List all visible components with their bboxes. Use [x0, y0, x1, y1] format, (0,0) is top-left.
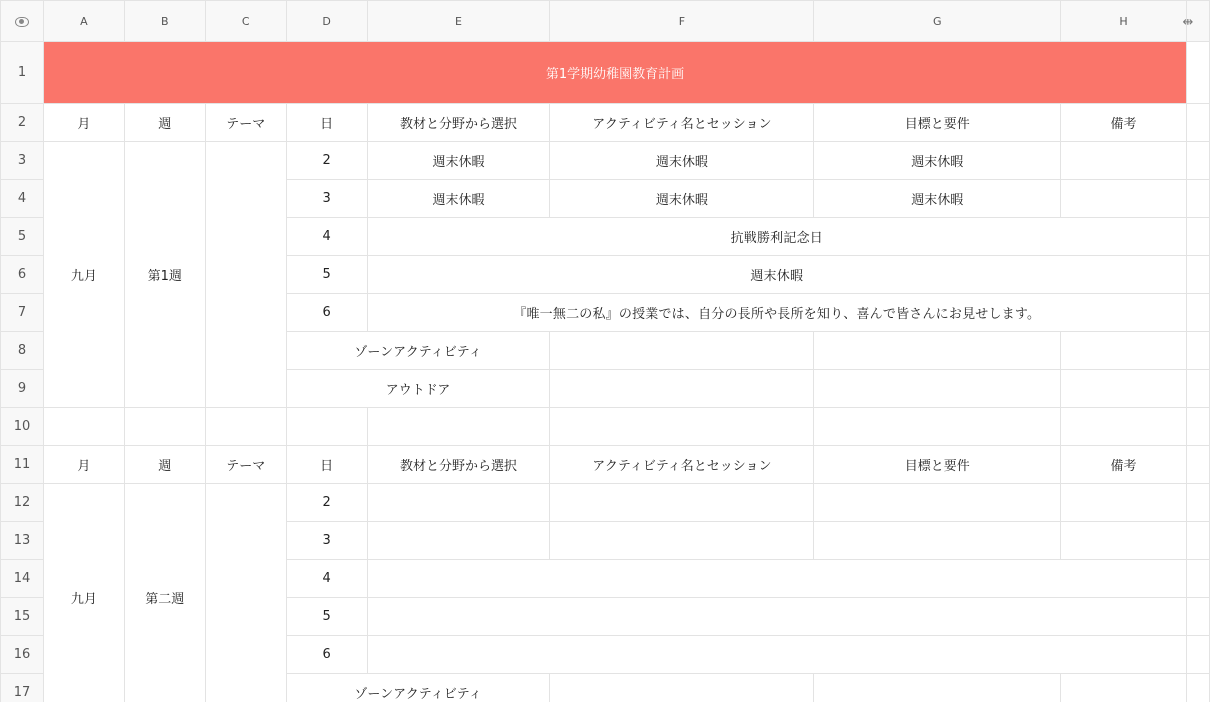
zone-activity-cell[interactable]: ゾーンアクティビティ [286, 332, 550, 370]
column-header-c[interactable]: C [205, 1, 286, 42]
corner-cell[interactable] [1, 1, 44, 42]
column-header-g[interactable]: G [814, 1, 1061, 42]
header-month[interactable]: 月 [43, 446, 124, 484]
row-header[interactable]: 11 [1, 446, 44, 484]
cell[interactable] [1186, 294, 1209, 332]
header-notes[interactable]: 備考 [1061, 446, 1187, 484]
cell[interactable] [205, 408, 286, 446]
cell[interactable]: 週末休暇 [814, 142, 1061, 180]
cell[interactable] [286, 408, 367, 446]
row-header[interactable]: 3 [1, 142, 44, 180]
merged-note-cell[interactable] [367, 560, 1186, 598]
cell[interactable] [1186, 218, 1209, 256]
row-header[interactable]: 10 [1, 408, 44, 446]
header-notes[interactable]: 備考 [1061, 104, 1187, 142]
cell[interactable] [550, 674, 814, 702]
row-header[interactable]: 7 [1, 294, 44, 332]
merged-note-cell[interactable] [367, 636, 1186, 674]
cell[interactable] [1186, 370, 1209, 408]
cell[interactable] [814, 522, 1061, 560]
day-cell[interactable]: 5 [286, 598, 367, 636]
cell[interactable] [1061, 522, 1187, 560]
merged-note-cell[interactable]: 週末休暇 [367, 256, 1186, 294]
row-header[interactable]: 12 [1, 484, 44, 522]
day-cell[interactable]: 5 [286, 256, 367, 294]
header-activity[interactable]: アクティビティ名とセッション [550, 446, 814, 484]
eye-icon[interactable] [15, 17, 29, 27]
cell[interactable]: 週末休暇 [550, 180, 814, 218]
row-header[interactable]: 1 [1, 42, 44, 104]
cell[interactable] [1186, 598, 1209, 636]
week1-month-cell[interactable]: 九月 [43, 142, 124, 408]
cell[interactable]: 週末休暇 [367, 180, 550, 218]
cell[interactable] [1186, 674, 1209, 702]
column-header-e[interactable]: E [367, 1, 550, 42]
day-cell[interactable]: 4 [286, 560, 367, 598]
cell[interactable] [1186, 408, 1209, 446]
week2-week-cell[interactable]: 第二週 [124, 484, 205, 702]
week2-theme-cell[interactable] [205, 484, 286, 702]
cell[interactable] [814, 370, 1061, 408]
header-activity[interactable]: アクティビティ名とセッション [550, 104, 814, 142]
cell[interactable] [1186, 142, 1209, 180]
cell[interactable] [550, 408, 814, 446]
table-row [1, 104, 1210, 142]
header-theme[interactable]: テーマ [205, 104, 286, 142]
cell[interactable] [1061, 180, 1187, 218]
week1-week-cell[interactable]: 第1週 [124, 142, 205, 408]
row-header[interactable]: 14 [1, 560, 44, 598]
day-cell[interactable]: 4 [286, 218, 367, 256]
outdoor-cell[interactable]: アウトドア [286, 370, 550, 408]
table-row [1, 484, 1210, 522]
day-cell[interactable]: 6 [286, 294, 367, 332]
merged-note-cell[interactable]: 抗戦勝利記念日 [367, 218, 1186, 256]
row-header[interactable]: 6 [1, 256, 44, 294]
row-header[interactable]: 9 [1, 370, 44, 408]
header-day[interactable]: 日 [286, 446, 367, 484]
column-header-b[interactable]: B [124, 1, 205, 42]
cell[interactable] [1061, 332, 1187, 370]
day-cell[interactable]: 2 [286, 142, 367, 180]
cell[interactable] [814, 332, 1061, 370]
cell[interactable] [550, 370, 814, 408]
header-week[interactable]: 週 [124, 104, 205, 142]
cell[interactable] [43, 408, 124, 446]
cell[interactable] [814, 484, 1061, 522]
header-theme[interactable]: テーマ [205, 446, 286, 484]
zone-activity-cell[interactable]: ゾーンアクティビティ [286, 674, 550, 702]
cell[interactable] [1186, 446, 1209, 484]
merged-note-cell[interactable] [367, 598, 1186, 636]
sheet-title-cell[interactable]: 第1学期幼稚園教育計画 [43, 42, 1186, 104]
day-cell[interactable]: 3 [286, 522, 367, 560]
cell[interactable] [1061, 408, 1187, 446]
table-row [1, 42, 1210, 104]
cell[interactable] [367, 522, 550, 560]
header-materials[interactable]: 教材と分野から選択 [367, 446, 550, 484]
row-header[interactable]: 4 [1, 180, 44, 218]
column-header-d[interactable]: D [286, 1, 367, 42]
cell[interactable] [1186, 484, 1209, 522]
cell[interactable]: 週末休暇 [814, 180, 1061, 218]
column-header-h[interactable]: H [1061, 1, 1187, 42]
cell[interactable]: 週末休暇 [550, 142, 814, 180]
day-cell[interactable]: 3 [286, 180, 367, 218]
cell[interactable] [124, 408, 205, 446]
table-row [1, 446, 1210, 484]
column-header-row [1, 1, 1210, 42]
row-header[interactable]: 5 [1, 218, 44, 256]
row-header[interactable]: 13 [1, 522, 44, 560]
cell[interactable] [1186, 636, 1209, 674]
header-goals[interactable]: 目標と要件 [814, 446, 1061, 484]
cell[interactable] [814, 674, 1061, 702]
header-materials[interactable]: 教材と分野から選択 [367, 104, 550, 142]
cell[interactable] [1186, 560, 1209, 598]
row-header[interactable]: 8 [1, 332, 44, 370]
cell[interactable] [367, 484, 550, 522]
cell[interactable] [1186, 332, 1209, 370]
column-header-f[interactable]: F [550, 1, 814, 42]
week2-month-cell[interactable]: 九月 [43, 484, 124, 702]
cell[interactable] [814, 408, 1061, 446]
header-week[interactable]: 週 [124, 446, 205, 484]
row-header[interactable]: 15 [1, 598, 44, 636]
column-header-a[interactable]: A [43, 1, 124, 42]
table-row [1, 408, 1210, 446]
cell[interactable] [550, 522, 814, 560]
cell[interactable] [1186, 104, 1209, 142]
header-goals[interactable]: 目標と要件 [814, 104, 1061, 142]
day-cell[interactable]: 6 [286, 636, 367, 674]
cell[interactable] [550, 484, 814, 522]
header-month[interactable]: 月 [43, 104, 124, 142]
cell[interactable] [367, 408, 550, 446]
cell[interactable] [1186, 522, 1209, 560]
row-header[interactable]: 17 [1, 674, 44, 702]
cell[interactable] [1061, 674, 1187, 702]
cell[interactable] [1061, 142, 1187, 180]
merged-note-cell[interactable]: 『唯一無二の私』の授業では、自分の長所や長所を知り、喜んで皆さんにお見せします。 [367, 294, 1186, 332]
collapse-columns-icon[interactable]: ⇹ [1182, 15, 1194, 30]
row-header[interactable]: 2 [1, 104, 44, 142]
cell[interactable] [1061, 484, 1187, 522]
cell[interactable] [1186, 180, 1209, 218]
cell[interactable] [1061, 370, 1187, 408]
week1-theme-cell[interactable] [205, 142, 286, 408]
cell[interactable] [1186, 256, 1209, 294]
row-header[interactable]: 16 [1, 636, 44, 674]
day-cell[interactable]: 2 [286, 484, 367, 522]
cell[interactable]: 週末休暇 [367, 142, 550, 180]
cell[interactable] [550, 332, 814, 370]
header-day[interactable]: 日 [286, 104, 367, 142]
cell[interactable] [1186, 42, 1209, 104]
table-row [1, 142, 1210, 180]
